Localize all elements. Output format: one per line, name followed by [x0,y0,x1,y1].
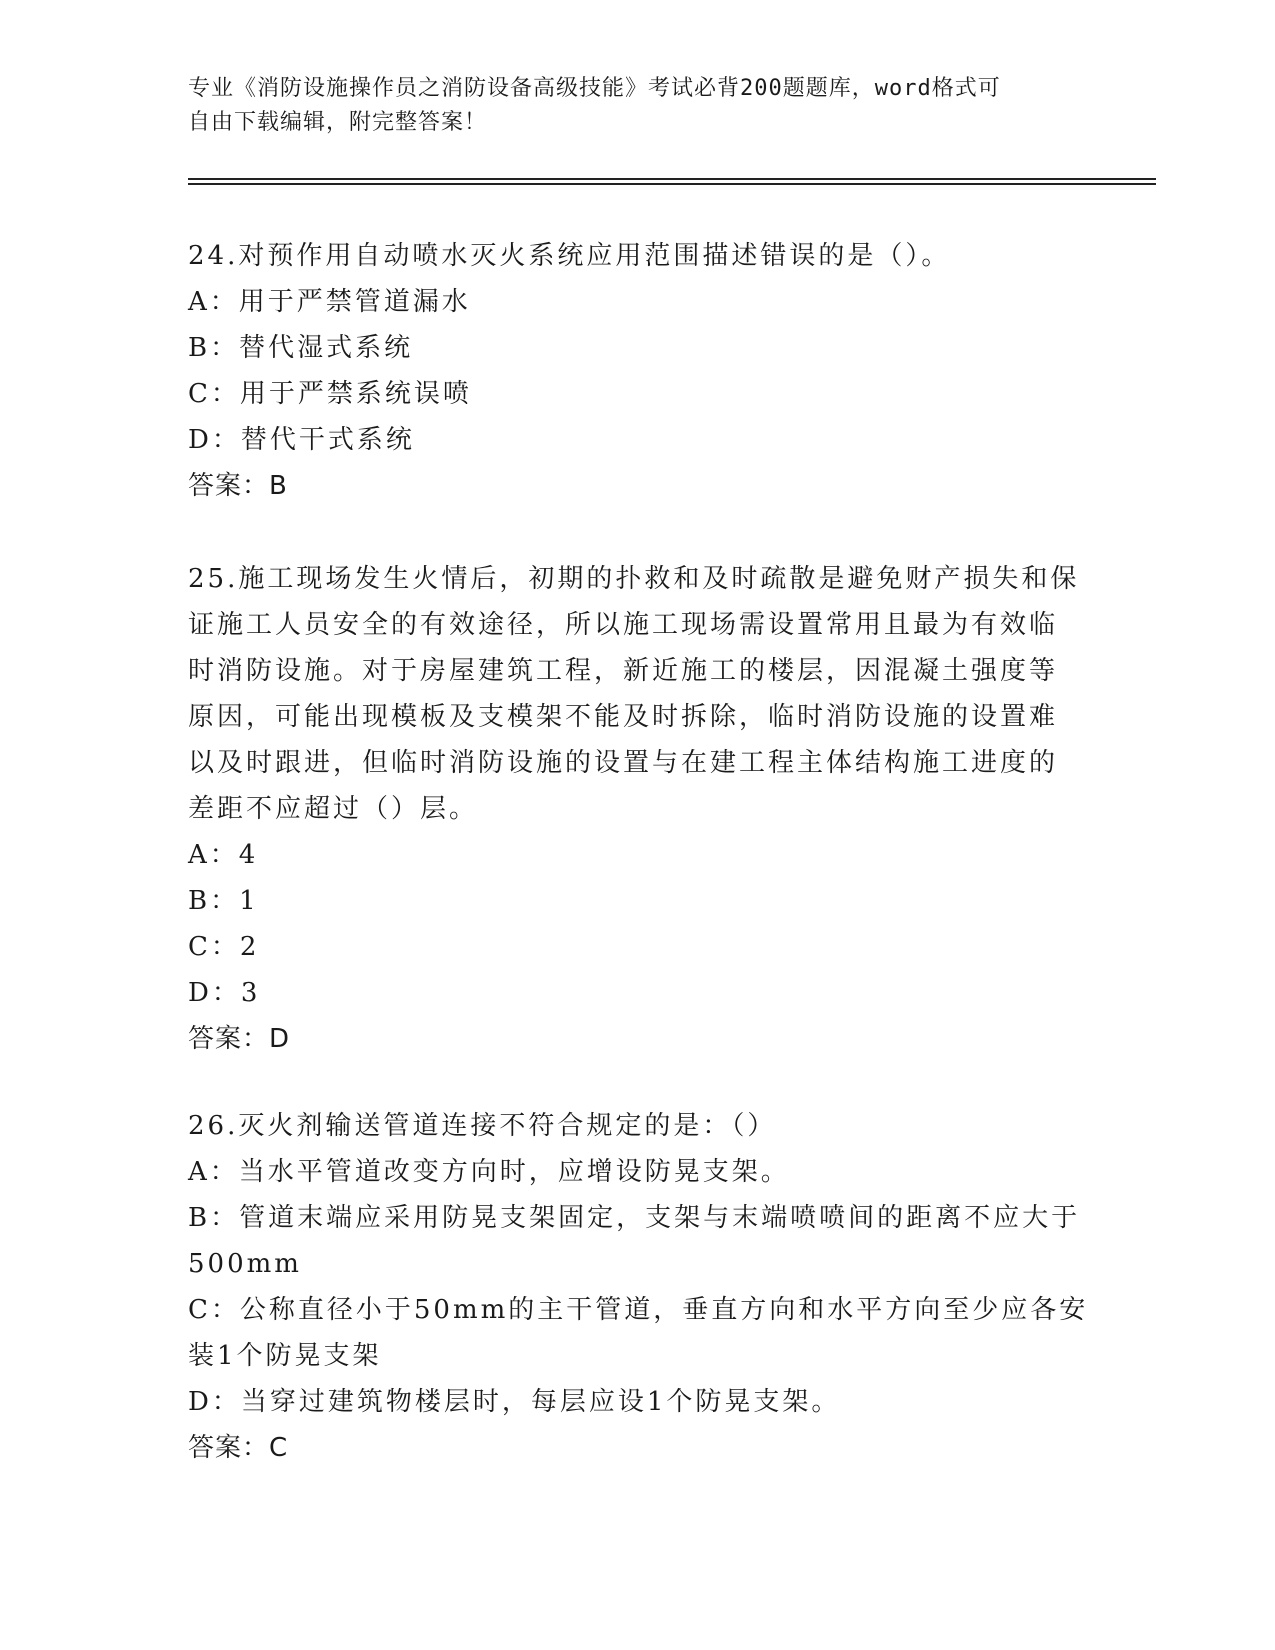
question-25 [188,556,1088,1062]
question-stem-line-4: 原因，可能出现模板及支模架不能及时拆除，临时消防设施的设置难 [188,702,1059,732]
option-a: A：4 [188,840,259,870]
option-d: D：替代干式系统 [188,425,415,455]
option-c-line-2: 装1个防晃支架 [188,1341,382,1371]
option-b-line-2: 500mm [188,1249,302,1279]
question-stem-line-3: 时消防设施。对于房屋建筑工程，新近施工的楼层，因混凝土强度等 [188,656,1059,686]
option-b: B：1 [188,886,259,916]
question-stem-line-1: 25.施工现场发生火情后，初期的扑救和及时疏散是避免财产损失和保 [188,564,1080,594]
question-stem-line-6: 差距不应超过（）层。 [188,794,479,824]
option-c-line-1: C：公称直径小于50mm的主干管道，垂直方向和水平方向至少应各安 [188,1295,1089,1325]
answer: 答案：C [188,1433,289,1463]
header-divider-top [188,178,1156,180]
header-divider-bottom [188,183,1156,185]
option-b-line-1: B：管道末端应采用防晃支架固定，支架与末端喷喷间的距离不应大于 [188,1203,1081,1233]
question-stem: 24.对预作用自动喷水灭火系统应用范围描述错误的是（）。 [188,241,951,271]
answer: 答案：D [188,1024,291,1054]
header-line-1: 专业《消防设施操作员之消防设备高级技能》考试必背200题题库，word格式可 [188,76,1001,101]
question-stem: 26.灭火剂输送管道连接不符合规定的是：（） [188,1111,777,1141]
option-c: C：用于严禁系统误喷 [188,379,472,409]
question-stem-line-5: 以及时跟进，但临时消防设施的设置与在建工程主体结构施工进度的 [188,748,1059,778]
option-d: D：当穿过建筑物楼层时，每层应设1个防晃支架。 [188,1387,841,1417]
option-a: A：用于严禁管道漏水 [188,287,471,317]
question-stem-line-2: 证施工人员安全的有效途径，所以施工现场需设置常用且最为有效临 [188,610,1059,640]
question-24 [188,233,1088,509]
question-26 [188,1103,1088,1471]
option-a: A：当水平管道改变方向时，应增设防晃支架。 [188,1157,790,1187]
option-d: D：3 [188,978,261,1008]
answer: 答案：B [188,471,288,501]
option-c: C：2 [188,932,260,962]
header-line-2: 自由下载编辑，附完整答案！ [188,110,488,135]
document-header [188,72,1068,140]
option-b: B：替代湿式系统 [188,333,414,363]
